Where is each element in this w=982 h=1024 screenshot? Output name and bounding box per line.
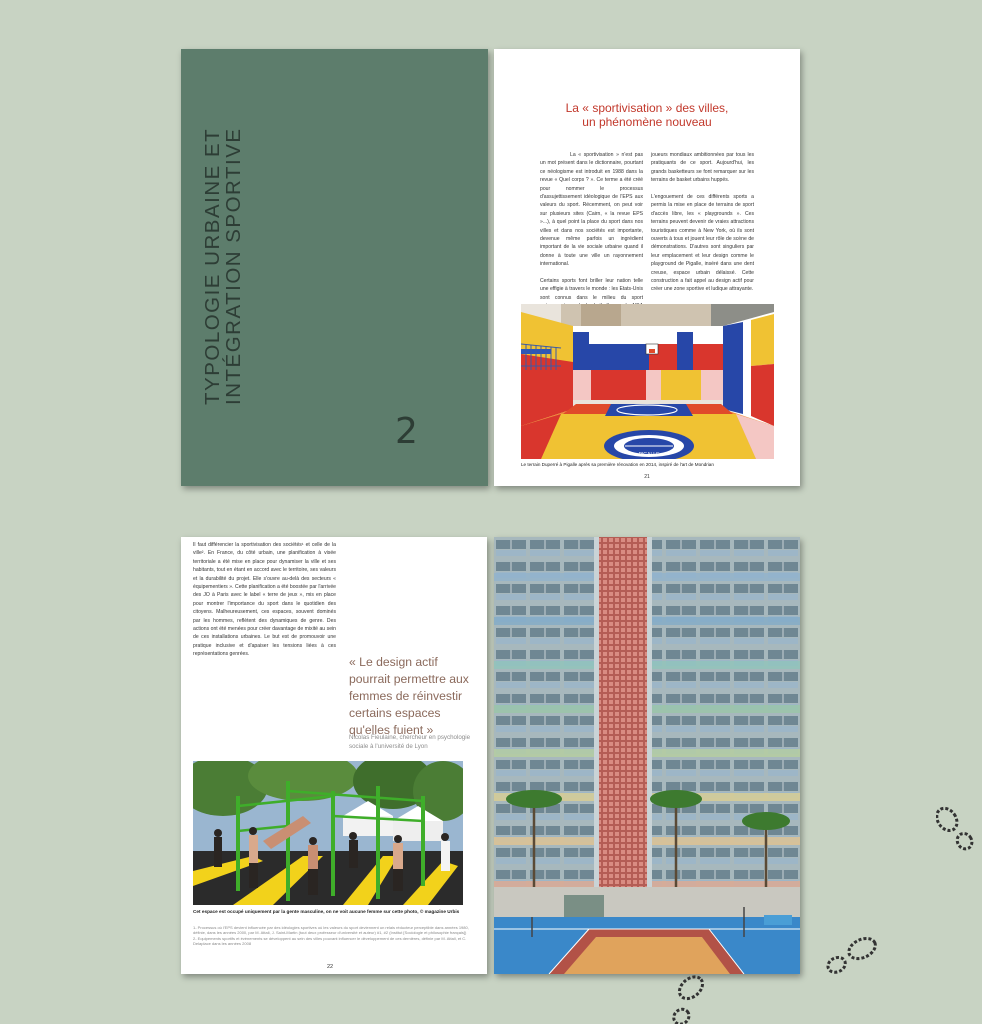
paragraph: L'engouement de ces différents sports a permis la mise en place de terrains de sport d'accès libre, les « playgrounds ». Ces terrains peuvent devenir de vraies attractions touristiques comme à New York, où ils sont ouverts à tous et jouent leur rôle de scène de démonstrations. D'autres sont singuliers par leur emplacement et leur design comme le playground de Pigalle, inséré dans une dent creuse, espace urbain délaissé. Cette construction a fait appel au design actif pour créer une zone sportive et ludique attrayante. xyxy=(651,194,754,293)
paragraph: Certains sports font briller leur nation telle une effigie à travers le monde : les Etats-Unis sont connus dans le milieu du sport xyxy=(540,278,643,301)
shoe-print-decoration xyxy=(660,975,720,1024)
pigalle-court-photo xyxy=(521,304,774,459)
page-21 xyxy=(494,49,800,486)
court-logo-text: PIGALLE xyxy=(638,452,660,458)
street-workout-photo xyxy=(193,761,463,905)
chapter-title-vertical xyxy=(202,75,244,405)
article-heading xyxy=(494,101,800,129)
text-column-2 xyxy=(651,151,754,302)
photo-caption: Le terrain Duperré à Pigalle après sa première rénovation en 2014, inspiré de l'art de Mondrian xyxy=(521,462,714,467)
chapter-number: 2 xyxy=(395,411,418,452)
page-22 xyxy=(181,537,487,974)
footnote-1: 1- Processus où l'EPS devient influencée par des idéologies sportives où les valeurs du sport deviennent un relais réducteur perceptible dans années 1980, définie, dans les années 2000, par M. Attali, J. Saint-Martin (tout deux professeur d'université et auteur) #1, #2 (Institut [Sociologie et philosophie français]) xyxy=(193,925,469,936)
footnote-2: 2- Equipements sportifs et évènements se développent au sein des villes pouvant influencer le développement de ces dernières, définie par M. Attali, et C. Delaplace dans les années 2008 xyxy=(193,935,467,947)
page-number: 22 xyxy=(327,964,334,970)
page-number: 21 xyxy=(644,474,650,480)
pull-quote: « Le design actif pourrait permettre aux femmes de réinvestir certains espaces qu'elles fuient » xyxy=(349,655,469,737)
chapter-title-line-1: TYPOLOGIE URBAINE ET xyxy=(201,127,224,405)
apartment-building-photo xyxy=(494,537,800,974)
quote-attribution: Nicolas Fieulaine, chercheur en psychologie sociale à l'université de Lyon xyxy=(349,734,471,750)
chapter-title-line-2: INTÉGRATION SPORTIVE xyxy=(222,127,245,405)
page-23-building-photo xyxy=(494,537,800,974)
article-heading-line-2: un phénomène nouveau xyxy=(582,115,712,129)
footnotes xyxy=(193,925,478,947)
photo-caption: Cet espace est occupé uniquement par la gente masculine, on ne voit aucune femme sur cette photo, © magazine Urbis xyxy=(193,909,460,914)
shoe-print-decoration xyxy=(820,935,886,975)
shoe-print-decoration xyxy=(936,800,982,856)
article-heading-line-1: La « sportivisation » des villes, xyxy=(565,101,729,115)
paragraph: Il faut différencier la sportivisation des sociétés¹ et celle de la ville². En France, du côté urbain, une planification à visée territoriale a été mise en place pour dynamiser la ville et ses habitants, tout en étant en accord avec le territoire, ses valeurs et la durabilité du projet. Elle s'ouvre au-delà des secteurs « équipementiers ». Cette planification a été boostée par l'arrivée des JO à Paris avec le label « terre de jeux », mis en place pour montrer l'importance du sport dans le quotidien des citoyens. Malheureusement, ces espaces, souvent dominés par les hommes, reflètent des dynamiques de genre. Des actions ont été menées pour créer davantage de mixité au sein de ces installations urbaines. Le but est de promouvoir une pratique inclusive et d'apaiser les tensions liées à ces représentations genrées. xyxy=(193,542,336,658)
paragraph: La « sportivisation » n'est pas un mot présent dans le dictionnaire, pourtant ce néologisme est introduit en 1988 dans la revue « Quel corps ? ». Ce terme a été créé pour nommer le processus d'assujettissement idéologique de l'EPS aux valeurs du sport. Récemment, on peut voir sur plusieurs sites (Cairn, « la revue EPS »...), à quel point la place du sport dans nos villes et dans nos sociétés est importante, devenue même parfois un ingrédient important de la vie sociale urbaine quand il donne à toute une ville un rayonnement international. xyxy=(540,152,643,268)
body-text xyxy=(193,541,336,667)
paragraph: joueurs mondiaux ambitionnées par tous les pratiquants de ce sport. Aujourd'hui, les grands basketteurs se font remarquer sur les terrains de basket urbains huppés. xyxy=(651,152,754,184)
text-column-1 xyxy=(540,151,643,328)
